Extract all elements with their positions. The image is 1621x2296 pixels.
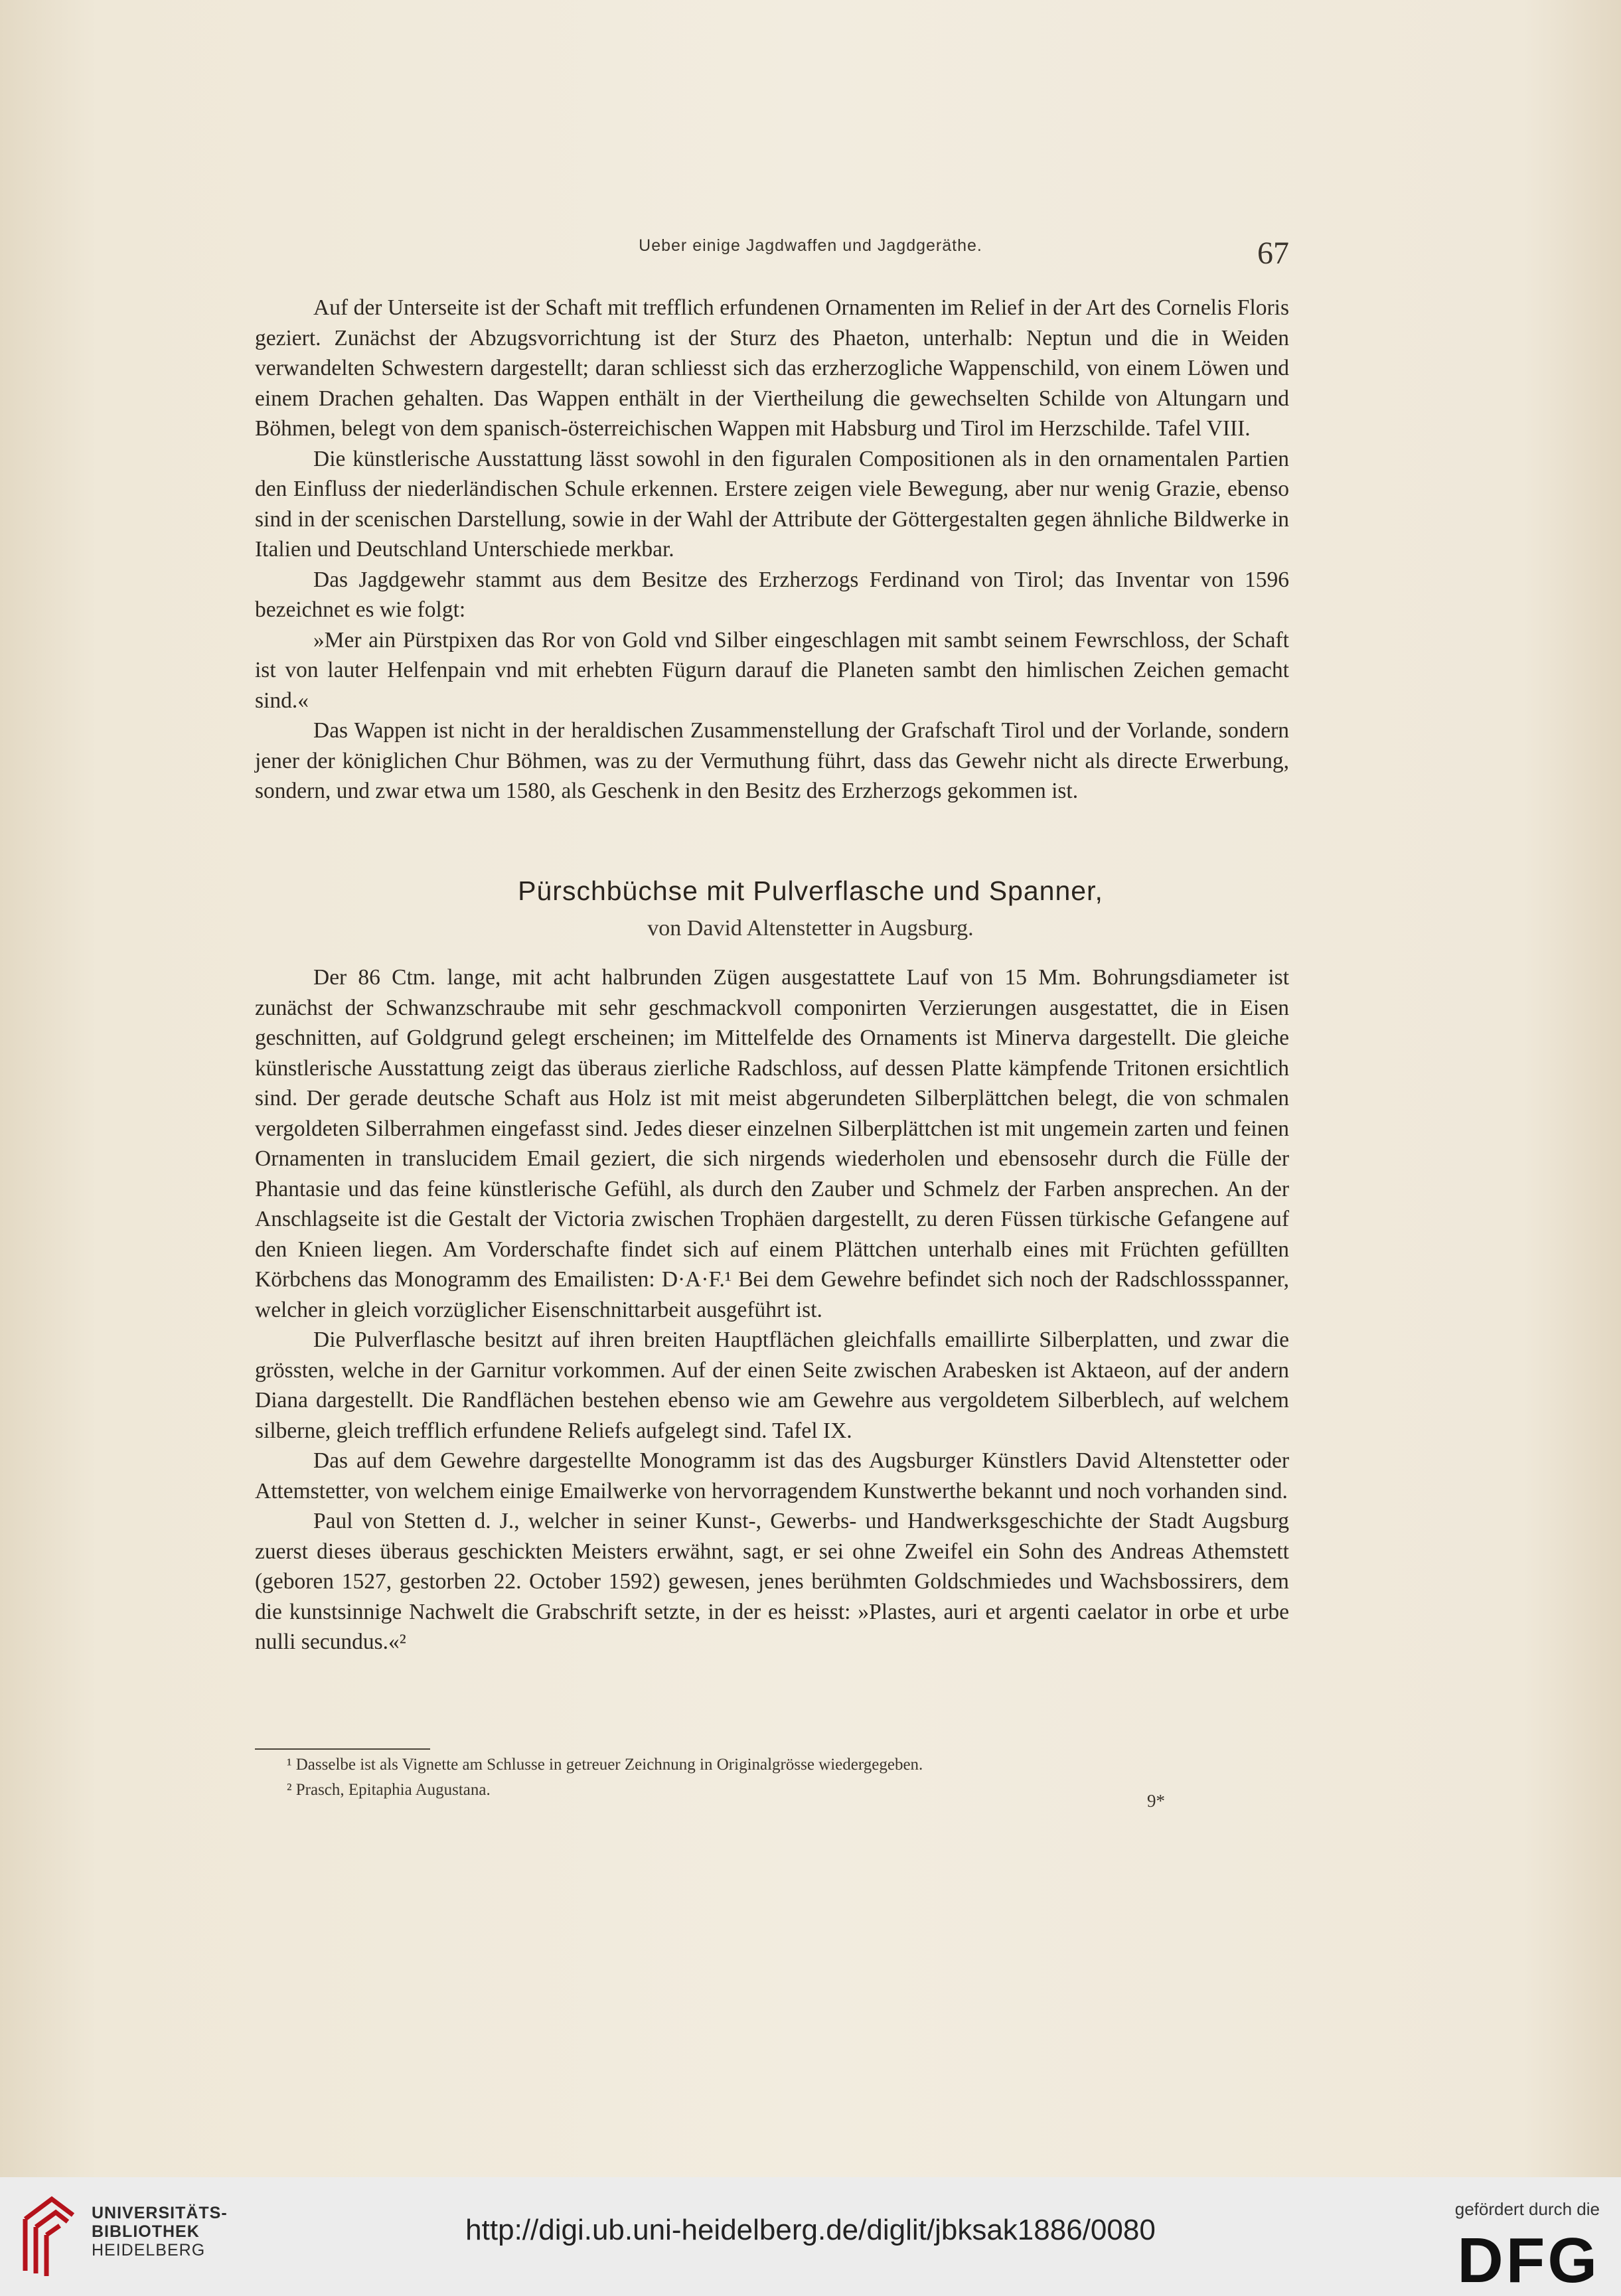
section1-body [255, 293, 1289, 806]
paragraph: Das Jagdgewehr stammt aus dem Besitze des Erzherzogs Ferdinand von Tirol; das Inventar von 1596 bezeichnet es wie folgt: [255, 567, 1289, 622]
section2-body [255, 962, 1289, 1657]
dfg-logo[interactable]: DFG [1457, 2225, 1600, 2296]
paragraph: Der 86 Ctm. lange, mit acht halbrunden Zügen ausgestattete Lauf von 15 Mm. Bohrungsdiameter ist zunächst der Schwanzschraube mit sehr geschmackvoll componirten Verzierungen ausgestattet, die in Eisen geschnitten, auf Goldgrund gelegt erscheinen; im Mittelfelde des Ornaments ist Minerva dargestellt. Die gleiche künstlerische Ausstattung zeigt das überaus zierliche Radschloss, auf dessen Platte kämpfende Tritonen ersichtlich sind. Der gerade deutsche Schaft aus Holz ist mit meist abgerundeten Silberplättchen belegt, die von schmalen vergoldeten Silberrahmen eingefasst sind. Jedes dieser einzelnen Silberplättchen ist mit ungemein zarten und feinen Ornamenten in translucidem Email geziert, die sich nirgends wiederholen und ebensosehr durch die Fülle der Phantasie und das feine künstlerische Gefühl, als durch den Zauber und Schmelz der Farben ansprechen. An der Anschlagseite ist die Gestalt der Victoria zwischen Trophäen dargestellt, zu deren Füssen türkische Gefangene auf den Knieen liegen. Am Vorderschafte findet sich auf einem Plättchen unterhalb eines mit Früchten gefüllten Körbchens das Monogramm des Emailisten: D·A·F.¹ Bei dem Gewehre befindet sich noch der Radschlossspanner, welcher in gleich vorzüglicher Eisenschnittarbeit ausgeführt ist. [255, 965, 1289, 1322]
funding-label: gefördert durch die [1454, 2199, 1600, 2219]
paragraph: Die künstlerische Ausstattung lässt sowohl in den figuralen Compositionen als in den ornamentalen Partien den Einfluss der niederländischen Schule erkennen. Erstere zeigen viele Bewegung, aber nur wenig Grazie, ebenso sind in der scenischen Darstellung, sowie in der Wahl der Attribute der Göttergestalten gegen ähnliche Bildwerke in Italien und Deutschland Unterschiede merkbar. [255, 446, 1289, 562]
running-head: Ueber einige Jagdwaffen und Jagdgeräthe. [639, 236, 982, 255]
section-heading: Pürschbüchse mit Pulverflasche und Spanner, [518, 876, 1103, 906]
paragraph: Das auf dem Gewehre dargestellte Monogramm ist das des Augsburger Künstlers David Altenstetter oder Attemstetter, von welchem einige Emailwerke von hervorragendem Kunstwerthe bekannt und noch vorhanden sind. [255, 1448, 1289, 1503]
footnote: ¹ Dasselbe ist als Vignette am Schlusse in getreuer Zeichnung in Originalgrösse wiedergegeben. [287, 1756, 923, 1774]
page-number: 67 [1257, 236, 1289, 271]
footnote: ² Prasch, Epitaphia Augustana. [287, 1781, 491, 1799]
permalink-url[interactable]: http://digi.ub.uni-heidelberg.de/diglit/jbksak1886/0080 [465, 2214, 1156, 2246]
paragraph: Die Pulverflasche besitzt auf ihren breiten Hauptflächen gleichfalls emaillirte Silberplatten, und zwar die grössten, welche in der Garnitur vorkommen. Auf der einen Seite zwischen Arabesken ist Aktaeon, auf der andern Diana dargestellt. Die Randflächen bestehen ebenso wie am Gewehre aus vergoldetem Silberblech, auf welchem silberne, gleich trefflich erfundene Reliefs aufgelegt sind. Tafel IX. [255, 1328, 1289, 1443]
signature-mark: 9* [1147, 1791, 1165, 1811]
library-name-line: UNIVERSITÄTS- [92, 2204, 228, 2222]
library-name-line: BIBLIOTHEK [92, 2222, 200, 2241]
quotation-paragraph: »Mer ain Pürstpixen das Ror von Gold vnd Silber eingeschlagen mit sambt seinem Fewrschloss, der Schaft ist von lauter Helfenpain vnd mit erhebten Fügurn darauf die Planeten sambt den himlischen Zeichen gemacht sind.« [255, 627, 1289, 713]
section-subheading: von David Altenstetter in Augsburg. [647, 916, 974, 941]
footnotes [287, 1752, 923, 1803]
paragraph: Auf der Unterseite ist der Schaft mit trefflich erfundenen Ornamenten im Relief in der Art des Cornelis Floris geziert. Zunächst der Abzugsvorrichtung ist der Sturz des Phaeton, unterhalb: Neptun und die in Weiden verwandelten Schwestern dargestellt; daran schliesst sich das erzherzogliche Wappenschild, von einem Löwen und einem Drachen gehalten. Das Wappen enthält in der Viertheilung die gewechselten Schilde von Altungarn und Böhmen, belegt von dem spanisch-österreichischen Wappen mit Habsburg und Tirol im Herzschilde. Tafel VIII. [255, 295, 1289, 441]
library-name-line: HEIDELBERG [92, 2241, 206, 2259]
footnote-divider [255, 1748, 430, 1750]
paragraph: Paul von Stetten d. J., welcher in seiner Kunst-, Gewerbs- und Handwerksgeschichte der Stadt Augsburg zuerst dieses überaus geschickten Meisters erwähnt, sagt, er sei ohne Zweifel ein Sohn des Andreas Athemstett (geboren 1527, gestorben 22. October 1592) gewesen, jenes berühmten Goldschmiedes und Wachsbossirers, dem die kunstsinnige Nachwelt die Grabschrift setzte, in der es heisst: »Plastes, auri et argenti caelator in orbe et urbe nulli secundus.«² [255, 1509, 1289, 1654]
paragraph: Das Wappen ist nicht in der heraldischen Zusammenstellung der Grafschaft Tirol und der Vorlande, sondern jener der königlichen Chur Böhmen, was zu der Vermuthung führt, dass das Gewehr nicht als directe Erwerbung, sondern, und zwar etwa um 1580, als Geschenk in den Besitz des Erzherzogs gekommen ist. [255, 718, 1289, 803]
